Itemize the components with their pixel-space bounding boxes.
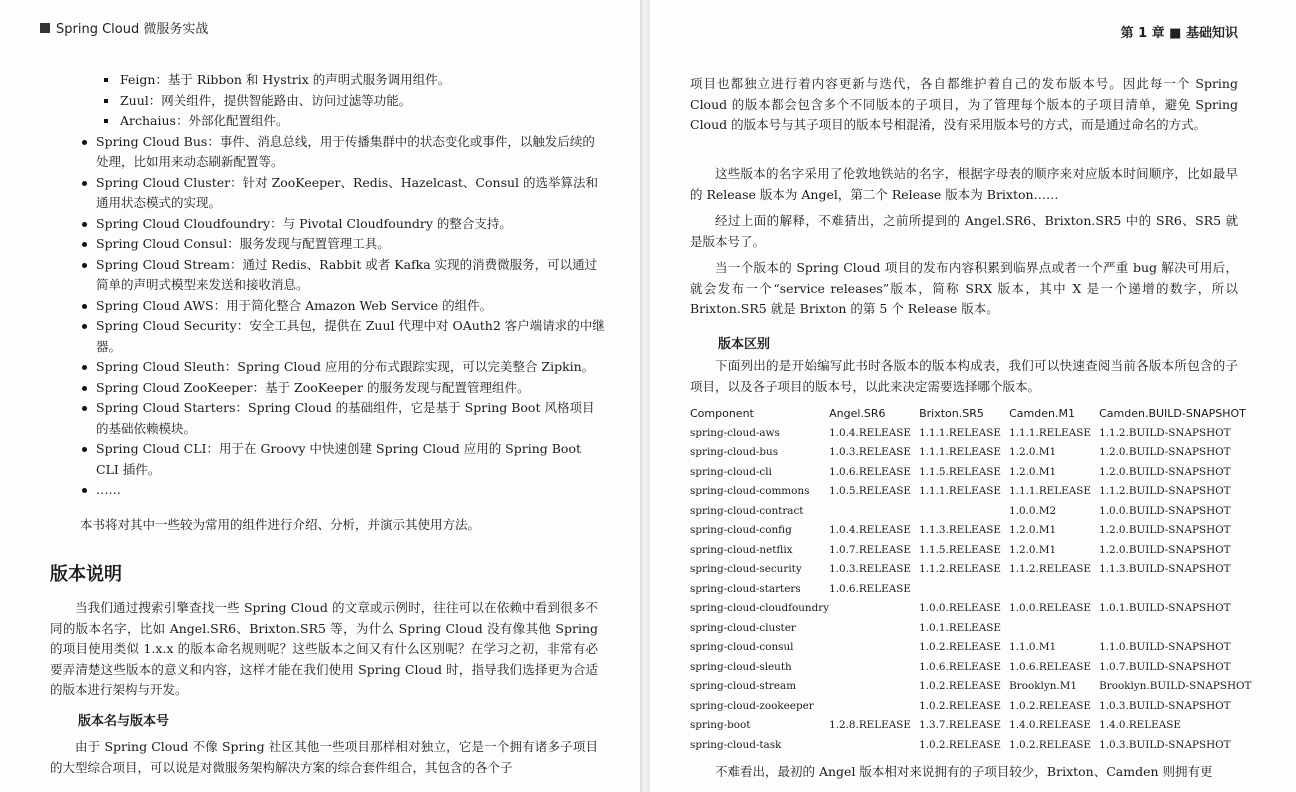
table-header-row bbox=[690, 404, 1251, 423]
list-item: …… bbox=[80, 480, 605, 501]
version-cell bbox=[919, 501, 1009, 521]
table-row bbox=[690, 579, 1251, 599]
section-heading: 版本说明 bbox=[50, 564, 122, 585]
version-cell: 1.0.0.RELEASE bbox=[919, 602, 1001, 615]
version-paragraph: 当我们通过搜索引擎查找一些 Spring Cloud 的文章或示例时，往往可以在依赖中看到很多不同的版本名字，比如 Angel.SR6、Brixton.SR5 等，为什么 Spring Cloud 没有像其他 Spring 的项目使用类似 1.x.x 的版本命名规则呢？这些版本之间又有什么区别呢？在学习之初，非常有必要弄清楚这些版本的意义和内容，这样才能在我们使用 Spring Cloud 时，指导我们选择更为合适的版本进行架构与开发。 bbox=[50, 600, 598, 697]
paragraph-1: 项目也都独立进行着内容更新与迭代，各自都维护着自己的发布版本号。因此每一个 Spring Cloud 的版本都会包含多个不同版本的子项目，为了管理每个版本的子项目清单，避免 Spring Cloud 的版本号与其子项目的版本号相混淆，没有采用版本号的方式，而是通过命名的方式。 bbox=[690, 76, 1238, 132]
left-page bbox=[0, 0, 640, 792]
version-cell: 1.4.0.RELEASE bbox=[1009, 719, 1091, 732]
version-cell: 1.1.3.BUILD-SNAPSHOT bbox=[1099, 563, 1231, 576]
version-cell: 1.1.1.RELEASE bbox=[919, 446, 1001, 459]
version-cell: 1.0.7.BUILD-SNAPSHOT bbox=[1099, 660, 1231, 673]
table-row bbox=[690, 501, 1251, 521]
version-cell: 1.0.5.RELEASE bbox=[829, 485, 911, 498]
table-row bbox=[690, 599, 1251, 619]
list-item: Spring Cloud Stream：通过 Redis、Rabbit 或者 Kafka 实现的消费微服务，可以通过简单的声明式模型来发送和接收消息。 bbox=[80, 255, 605, 296]
component-cell: spring-cloud-cli bbox=[690, 465, 772, 478]
version-cell: 1.0.3.RELEASE bbox=[829, 563, 911, 576]
version-cell: 1.1.1.RELEASE bbox=[919, 426, 1001, 439]
table-row bbox=[690, 462, 1251, 482]
version-cell: 1.4.0.RELEASE bbox=[1099, 719, 1181, 732]
component-cell: spring-cloud-aws bbox=[690, 426, 780, 439]
component-cell: spring-cloud-task bbox=[690, 738, 782, 751]
component-cell: spring-boot bbox=[690, 719, 751, 732]
component-cell: spring-cloud-starters bbox=[690, 582, 801, 595]
component-cell: spring-cloud-netflix bbox=[690, 543, 793, 556]
version-cell: Brooklyn.BUILD-SNAPSHOT bbox=[1099, 680, 1252, 693]
sub-paragraph: 由于 Spring Cloud 不像 Spring 社区其他一些项目那样相对独立，它是一个拥有诸多子项目的大型综合项目，可以说是对微服务架构解决方案的综合套件组合，其包含的各个子 bbox=[50, 739, 598, 775]
version-cell: 1.0.1.RELEASE bbox=[919, 621, 1001, 634]
version-cell: 1.0.7.RELEASE bbox=[829, 543, 911, 556]
version-cell: 1.0.0.BUILD-SNAPSHOT bbox=[1099, 504, 1231, 517]
version-cell: 1.1.1.RELEASE bbox=[919, 485, 1001, 498]
version-cell: 1.2.0.BUILD-SNAPSHOT bbox=[1099, 543, 1231, 556]
table-row bbox=[690, 735, 1251, 755]
list-item: Spring Cloud Consul：服务发现与配置管理工具。 bbox=[80, 234, 605, 255]
version-cell bbox=[829, 735, 919, 755]
list-item: Spring Cloud Sleuth：Spring Cloud 应用的分布式跟踪实现，可以完美整合 Zipkin。 bbox=[80, 357, 605, 378]
list-item: Zuul：网关组件，提供智能路由、访问过滤等功能。 bbox=[80, 91, 605, 112]
list-item: Spring Cloud ZooKeeper：基于 ZooKeeper 的服务发现与配置管理组件。 bbox=[80, 378, 605, 399]
version-cell: 1.0.2.RELEASE bbox=[1009, 699, 1091, 712]
running-head-left bbox=[40, 18, 208, 37]
paragraph-5: 下面列出的是开始编写此书时各版本的版本构成表，我们可以快速查阅当前各版本所包含的子项目，以及各子项目的版本号，以此来决定需要选择哪个版本。 bbox=[690, 358, 1238, 394]
version-cell: 1.0.2.RELEASE bbox=[919, 738, 1001, 751]
list-item: Spring Cloud Starters：Spring Cloud 的基础组件，它是基于 Spring Boot 风格项目的基础依赖模块。 bbox=[80, 398, 605, 439]
version-cell: 1.2.8.RELEASE bbox=[829, 719, 911, 732]
version-cell: 1.1.1.RELEASE bbox=[1009, 426, 1091, 439]
version-cell: 1.2.0.BUILD-SNAPSHOT bbox=[1099, 524, 1231, 537]
version-cell: 1.0.0.M2 bbox=[1009, 504, 1057, 517]
version-cell: 1.2.0.M1 bbox=[1009, 446, 1057, 459]
component-bullet-list bbox=[80, 70, 605, 501]
version-cell: 1.1.5.RELEASE bbox=[919, 465, 1001, 478]
component-cell: spring-cloud-consul bbox=[690, 641, 794, 654]
list-item: Feign：基于 Ribbon 和 Hystrix 的声明式服务调用组件。 bbox=[80, 70, 605, 91]
version-cell bbox=[1009, 579, 1099, 599]
intro-paragraph: 本书将对其中一些较为常用的组件进行介绍、分析，并演示其使用方法。 bbox=[80, 517, 481, 532]
version-cell bbox=[1009, 618, 1099, 638]
component-cell: spring-cloud-commons bbox=[690, 485, 810, 498]
version-cell: Brooklyn.M1 bbox=[1009, 680, 1077, 693]
list-item: Spring Cloud Security：安全工具包，提供在 Zuul 代理中对 OAuth2 客户端请求的中继器。 bbox=[80, 316, 605, 357]
subheading-version-diff: 版本区别 bbox=[718, 337, 771, 352]
component-cell: spring-cloud-config bbox=[690, 524, 792, 537]
version-cell: 1.0.2.RELEASE bbox=[919, 641, 1001, 654]
version-cell: 1.3.7.RELEASE bbox=[919, 719, 1001, 732]
version-cell bbox=[829, 677, 919, 697]
version-table bbox=[690, 404, 1251, 755]
version-cell: 1.0.2.RELEASE bbox=[919, 680, 1001, 693]
version-cell bbox=[829, 638, 919, 658]
version-cell: 1.0.3.BUILD-SNAPSHOT bbox=[1099, 738, 1231, 751]
table-row bbox=[690, 482, 1251, 502]
version-cell: 1.1.0.M1 bbox=[1009, 641, 1057, 654]
version-cell bbox=[1099, 618, 1251, 638]
column-header: Angel.SR6 bbox=[829, 407, 886, 420]
version-cell: 1.2.0.M1 bbox=[1009, 543, 1057, 556]
version-cell: 1.1.2.RELEASE bbox=[1009, 563, 1091, 576]
version-cell: 1.2.0.BUILD-SNAPSHOT bbox=[1099, 446, 1231, 459]
component-cell: spring-cloud-cloudfoundry bbox=[690, 602, 830, 615]
version-cell: 1.0.2.RELEASE bbox=[1009, 738, 1091, 751]
version-cell: 1.0.1.BUILD-SNAPSHOT bbox=[1099, 602, 1231, 615]
version-cell: 1.0.2.RELEASE bbox=[919, 699, 1001, 712]
list-item: Spring Cloud Cloudfoundry：与 Pivotal Cloudfoundry 的整合支持。 bbox=[80, 214, 605, 235]
list-item: Spring Cloud CLI：用于在 Groovy 中快速创建 Spring Cloud 应用的 Spring Boot CLI 插件。 bbox=[80, 439, 605, 480]
table-row bbox=[690, 540, 1251, 560]
version-cell bbox=[829, 599, 919, 619]
version-cell: 1.0.6.RELEASE bbox=[829, 582, 911, 595]
version-cell bbox=[1099, 579, 1251, 599]
version-cell bbox=[829, 657, 919, 677]
table-row bbox=[690, 560, 1251, 580]
list-item: Spring Cloud AWS：用于简化整合 Amazon Web Service 的组件。 bbox=[80, 296, 605, 317]
list-item: Spring Cloud Cluster：针对 ZooKeeper、Redis、Hazelcast、Consul 的选举算法和通用状态模式的实现。 bbox=[80, 173, 605, 214]
version-cell: 1.1.2.BUILD-SNAPSHOT bbox=[1099, 426, 1231, 439]
list-item: Archaius：外部化配置组件。 bbox=[80, 111, 605, 132]
component-cell: spring-cloud-zookeeper bbox=[690, 699, 814, 712]
version-cell: 1.1.3.RELEASE bbox=[919, 524, 1001, 537]
subheading-version-name: 版本名与版本号 bbox=[78, 714, 170, 729]
table-row bbox=[690, 716, 1251, 736]
component-cell: spring-cloud-stream bbox=[690, 680, 797, 693]
version-cell: 1.2.0.M1 bbox=[1009, 465, 1057, 478]
paragraph-4: 当一个版本的 Spring Cloud 项目的发布内容积累到临界点或者一个严重 bug 解决可用后，就会发布一个“service releases”版本，简称 SRX 版本，其中 X 是一个递增的数字，所以 Brixton.SR5 就是 Brixton 的第 5 个 Release 版本。 bbox=[690, 260, 1238, 316]
version-cell: 1.1.0.BUILD-SNAPSHOT bbox=[1099, 641, 1231, 654]
version-cell: 1.0.0.RELEASE bbox=[1009, 602, 1091, 615]
component-cell: spring-cloud-sleuth bbox=[690, 660, 792, 673]
table-row bbox=[690, 521, 1251, 541]
paragraph-2: 这些版本的名字采用了伦敦地铁站的名字，根据字母表的顺序来对应版本时间顺序，比如最早的 Release 版本为 Angel，第二个 Release 版本为 Brixton…… bbox=[690, 166, 1238, 202]
version-cell: 1.1.2.RELEASE bbox=[919, 563, 1001, 576]
table-row bbox=[690, 677, 1251, 697]
version-cell: 1.1.5.RELEASE bbox=[919, 543, 1001, 556]
version-cell bbox=[829, 696, 919, 716]
book-gutter bbox=[640, 0, 650, 792]
paragraph-3: 经过上面的解释，不难猜出，之前所提到的 Angel.SR6、Brixton.SR5 中的 SR6、SR5 就是版本号了。 bbox=[690, 213, 1238, 249]
column-header: Camden.M1 bbox=[1009, 407, 1075, 420]
column-header: Component bbox=[690, 407, 754, 420]
version-cell: 1.0.4.RELEASE bbox=[829, 426, 911, 439]
version-cell: 1.0.3.RELEASE bbox=[829, 446, 911, 459]
table-row bbox=[690, 638, 1251, 658]
version-cell: 1.2.0.BUILD-SNAPSHOT bbox=[1099, 465, 1231, 478]
running-head-right bbox=[1121, 22, 1238, 41]
version-cell: 1.2.0.M1 bbox=[1009, 524, 1057, 537]
column-header: Brixton.SR5 bbox=[919, 407, 984, 420]
component-cell: spring-cloud-contract bbox=[690, 504, 804, 517]
component-cell: spring-cloud-bus bbox=[690, 446, 779, 459]
column-header: Camden.BUILD-SNAPSHOT bbox=[1099, 407, 1246, 420]
version-cell bbox=[829, 618, 919, 638]
component-cell: spring-cloud-security bbox=[690, 563, 802, 576]
version-cell bbox=[829, 501, 919, 521]
version-cell: 1.1.2.BUILD-SNAPSHOT bbox=[1099, 485, 1231, 498]
version-cell: 1.0.6.RELEASE bbox=[1009, 660, 1091, 673]
version-cell: 1.0.4.RELEASE bbox=[829, 524, 911, 537]
version-cell: 1.0.6.RELEASE bbox=[919, 660, 1001, 673]
square-icon bbox=[40, 23, 50, 33]
table-row bbox=[690, 657, 1251, 677]
version-cell: 1.1.1.RELEASE bbox=[1009, 485, 1091, 498]
list-item: Spring Cloud Bus：事件、消息总线，用于传播集群中的状态变化或事件，以触发后续的处理，比如用来动态刷新配置等。 bbox=[80, 132, 605, 173]
table-row bbox=[690, 443, 1251, 463]
table-row bbox=[690, 618, 1251, 638]
paragraph-6: 不难看出，最初的 Angel 版本相对来说拥有的子项目较少，Brixton、Camden 则拥有更 bbox=[715, 764, 1213, 779]
version-cell bbox=[919, 579, 1009, 599]
chapter-title: 第 1 章 ■ 基础知识 bbox=[1120, 26, 1238, 41]
version-cell: 1.0.6.RELEASE bbox=[829, 465, 911, 478]
component-cell: spring-cloud-cluster bbox=[690, 621, 796, 634]
table-row bbox=[690, 696, 1251, 716]
table-row bbox=[690, 423, 1251, 443]
version-cell: 1.0.3.BUILD-SNAPSHOT bbox=[1099, 699, 1231, 712]
book-title: Spring Cloud 微服务实战 bbox=[56, 22, 209, 37]
